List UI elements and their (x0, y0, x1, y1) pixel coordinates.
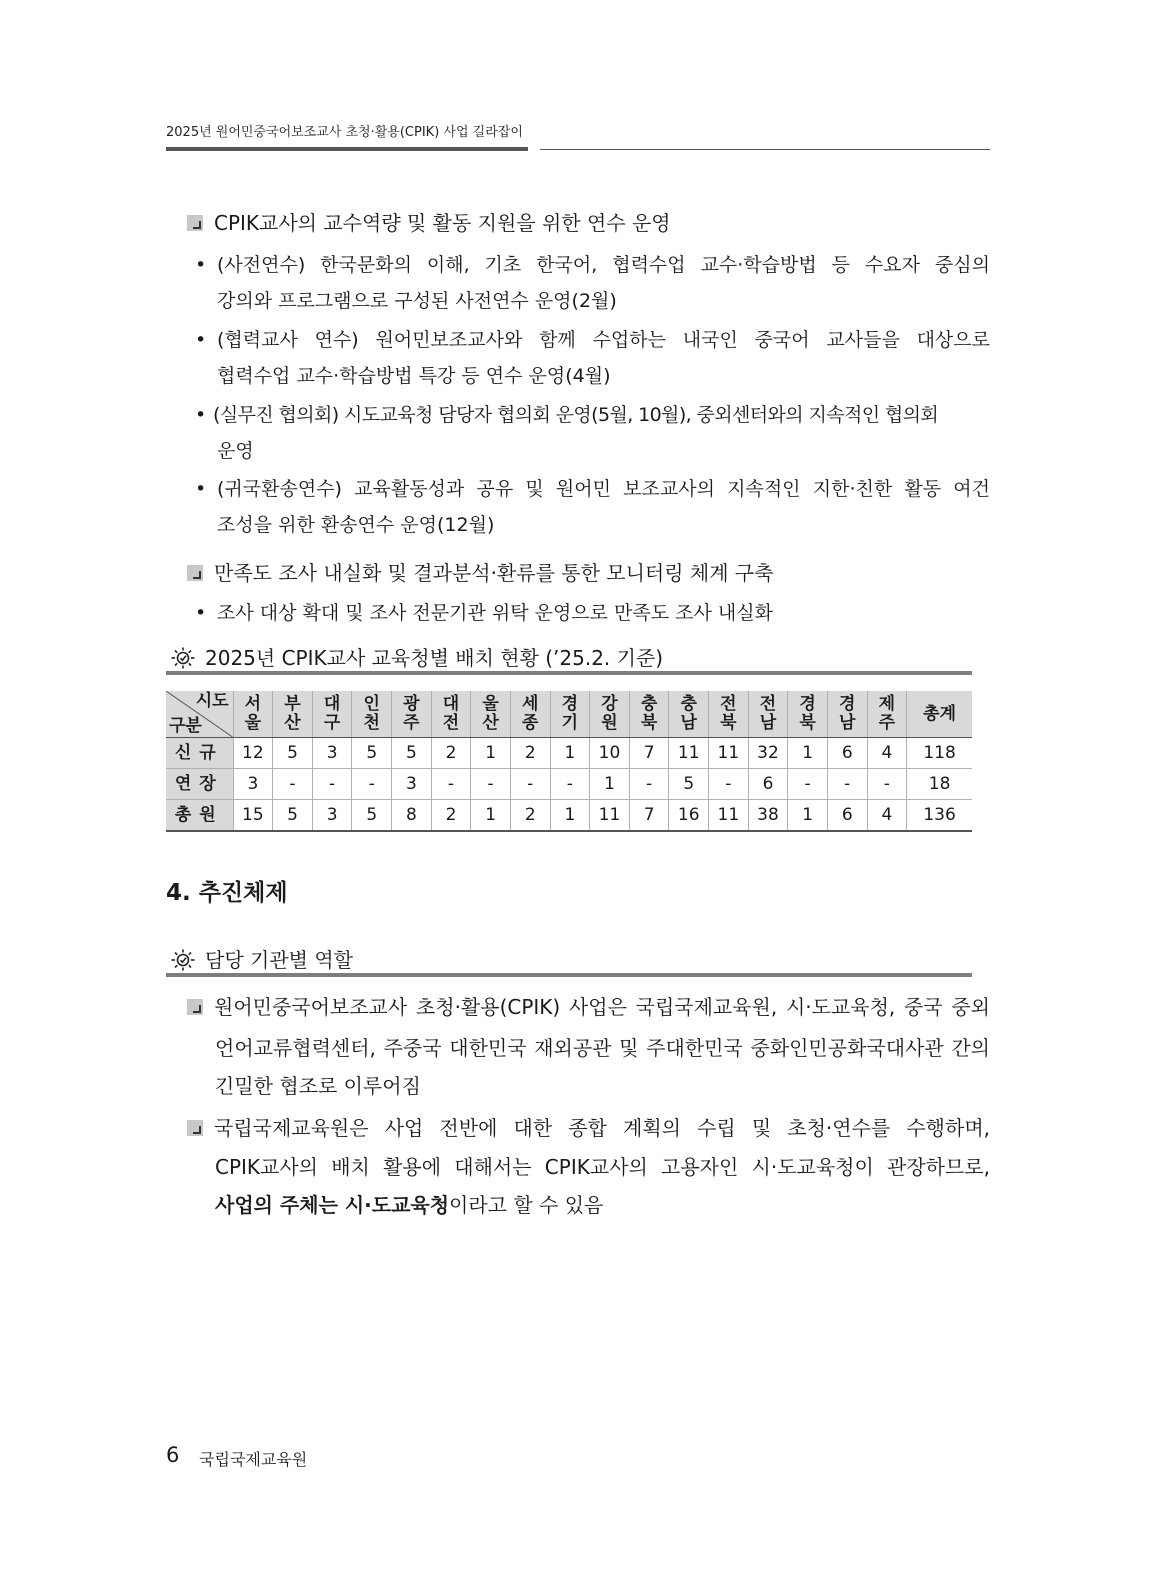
value-cell: 6 (827, 800, 867, 832)
value-cell: 1 (550, 800, 590, 832)
training-heading: CPIK교사의 교수역량 및 활동 지원을 위한 연수 운영 (187, 207, 671, 236)
value-cell: 3 (312, 800, 352, 832)
region-header: 대 구 (312, 691, 352, 738)
bullet-continuation: 강의와 프로그램으로 구성된 사전연수 운영(2월) (217, 290, 617, 312)
value-cell: - (431, 769, 471, 800)
value-cell: - (788, 769, 828, 800)
value-cell: - (510, 769, 550, 800)
bullet-continuation: 협력수업 교수·학습방법 특강 등 연수 운영(4월) (217, 365, 611, 387)
value-cell: 2 (431, 738, 471, 769)
table-header-row (166, 691, 972, 738)
value-cell: 11 (709, 738, 749, 769)
value-cell: - (273, 769, 313, 800)
value-cell: 5 (352, 800, 392, 832)
footer-org: 국립국제교육원 (199, 1450, 308, 1469)
checkbox-square-icon (187, 565, 203, 581)
total-header: 총계 (907, 691, 972, 738)
table-row (166, 769, 972, 800)
region-header: 울 산 (471, 691, 511, 738)
region-header: 제 주 (867, 691, 907, 738)
value-cell: 16 (669, 800, 709, 832)
value-cell: 8 (392, 800, 432, 832)
sun-bullet-icon (170, 949, 196, 971)
value-cell: 2 (510, 738, 550, 769)
page-number: 6 (166, 1443, 180, 1467)
value-cell: 5 (669, 769, 709, 800)
value-cell: 2 (431, 800, 471, 832)
row-label: 총원 (166, 800, 233, 832)
value-cell: 11 (709, 800, 749, 832)
value-cell: - (827, 769, 867, 800)
total-cell: 136 (907, 800, 972, 832)
monitoring-heading: 만족도 조사 내실화 및 결과분석·환류를 통한 모니터링 체계 구축 (187, 557, 774, 586)
value-cell: 4 (867, 738, 907, 769)
bullet-item: • (협력교사 연수) 원어민보조교사와 함께 수업하는 내국인 중국어 교사들을 대상으로 (195, 329, 990, 351)
value-cell: 12 (233, 738, 273, 769)
value-cell: 38 (748, 800, 788, 832)
region-header: 충 남 (669, 691, 709, 738)
total-cell: 18 (907, 769, 972, 800)
value-cell: 11 (590, 800, 630, 832)
value-cell: 4 (867, 800, 907, 832)
value-cell: 1 (471, 738, 511, 769)
sun-bullet-icon (170, 647, 196, 669)
value-cell: 1 (788, 800, 828, 832)
value-cell: 2 (510, 800, 550, 832)
region-header: 경 북 (788, 691, 828, 738)
bullet-item: • (실무진 협의회) 시도교육청 담당자 협의회 운영(5월, 10월), 중외센터와의 지속적인 협의회 (195, 404, 939, 426)
region-header: 광 주 (392, 691, 432, 738)
value-cell: - (550, 769, 590, 800)
value-cell: 1 (788, 738, 828, 769)
value-cell: 3 (233, 769, 273, 800)
region-header: 경 기 (550, 691, 590, 738)
emphasis-text: 사업의 주체는 시·도교육청 (215, 1193, 450, 1217)
value-cell: 6 (748, 769, 788, 800)
bullet-continuation: 운영 (217, 440, 254, 462)
value-cell: 5 (352, 738, 392, 769)
value-cell: - (709, 769, 749, 800)
value-cell: 3 (312, 738, 352, 769)
header-rule-thick (166, 147, 528, 151)
value-cell: 32 (748, 738, 788, 769)
value-cell: 3 (392, 769, 432, 800)
region-header: 충 북 (629, 691, 669, 738)
value-cell: 1 (590, 769, 630, 800)
paragraph-line: 긴밀한 협조로 이루어짐 (215, 1074, 421, 1098)
value-cell: - (312, 769, 352, 800)
header-rule-thin (540, 149, 990, 150)
checkbox-square-icon (187, 999, 203, 1015)
subheading-underline (166, 973, 972, 977)
value-cell: 11 (669, 738, 709, 769)
value-cell: 1 (550, 738, 590, 769)
value-cell: 5 (392, 738, 432, 769)
region-header: 전 남 (748, 691, 788, 738)
value-cell: - (352, 769, 392, 800)
bullet-item: • (귀국환송연수) 교육활동성과 공유 및 원어민 보조교사의 지속적인 지한·친한 활동 여건 (195, 478, 990, 500)
value-cell: 7 (629, 738, 669, 769)
value-cell: 7 (629, 800, 669, 832)
value-cell: 5 (273, 738, 313, 769)
bullet-item: • (사전연수) 한국문화의 이해, 기초 한국어, 협력수업 교수·학습방법 등 수요자 중심의 (195, 254, 990, 276)
paragraph-line: 언어교류협력센터, 주중국 대한민국 재외공관 및 주대한민국 중화인민공화국대사관 간의 (215, 1036, 990, 1060)
value-cell: 6 (827, 738, 867, 769)
value-cell: 1 (471, 800, 511, 832)
region-header: 강 원 (590, 691, 630, 738)
title-underline (166, 671, 972, 675)
paragraph-line: 국립국제교육원은 사업 전반에 대한 종합 계획의 수립 및 초청·연수를 수행하며, (187, 1112, 990, 1141)
checkbox-square-icon (187, 1120, 203, 1136)
bullet-continuation: 조성을 위한 환송연수 운영(12월) (217, 514, 495, 536)
value-cell: - (471, 769, 511, 800)
checkbox-square-icon (187, 215, 203, 231)
row-label: 신규 (166, 738, 233, 769)
roles-subheading: 담당 기관별 역할 (170, 944, 353, 973)
distribution-title: 2025년 CPIK교사 교육청별 배치 현황 (’25.2. 기준) (170, 642, 663, 671)
value-cell: 10 (590, 738, 630, 769)
value-cell: 15 (233, 800, 273, 832)
region-header: 서 울 (233, 691, 273, 738)
paragraph-line: 사업의 주체는 시·도교육청이라고 할 수 있음 (215, 1193, 604, 1217)
region-header: 부 산 (273, 691, 313, 738)
paragraph-line: CPIK교사의 배치 활용에 대해서는 CPIK교사의 고용자인 시·도교육청이 관장하므로, (215, 1155, 990, 1179)
region-header: 인 천 (352, 691, 392, 738)
section-title: 4. 추진체제 (166, 880, 288, 906)
bullet-item: • 조사 대상 확대 및 조사 전문기관 위탁 운영으로 만족도 조사 내실화 (195, 602, 773, 624)
distribution-table (166, 691, 972, 832)
region-header: 세 종 (510, 691, 550, 738)
running-header: 2025년 원어민중국어보조교사 초청·활용(CPIK) 사업 길라잡이 (166, 125, 523, 140)
table-row (166, 738, 972, 769)
region-header: 대 전 (431, 691, 471, 738)
corner-cell: 시도 구분 (166, 691, 233, 738)
row-label: 연장 (166, 769, 233, 800)
value-cell: - (867, 769, 907, 800)
region-header: 경 남 (827, 691, 867, 738)
table-row (166, 800, 972, 832)
total-cell: 118 (907, 738, 972, 769)
value-cell: 5 (273, 800, 313, 832)
paragraph-line: 원어민중국어보조교사 초청·활용(CPIK) 사업은 국립국제교육원, 시·도교육청, 중국 중외 (187, 991, 990, 1020)
value-cell: - (629, 769, 669, 800)
region-header: 전 북 (709, 691, 749, 738)
